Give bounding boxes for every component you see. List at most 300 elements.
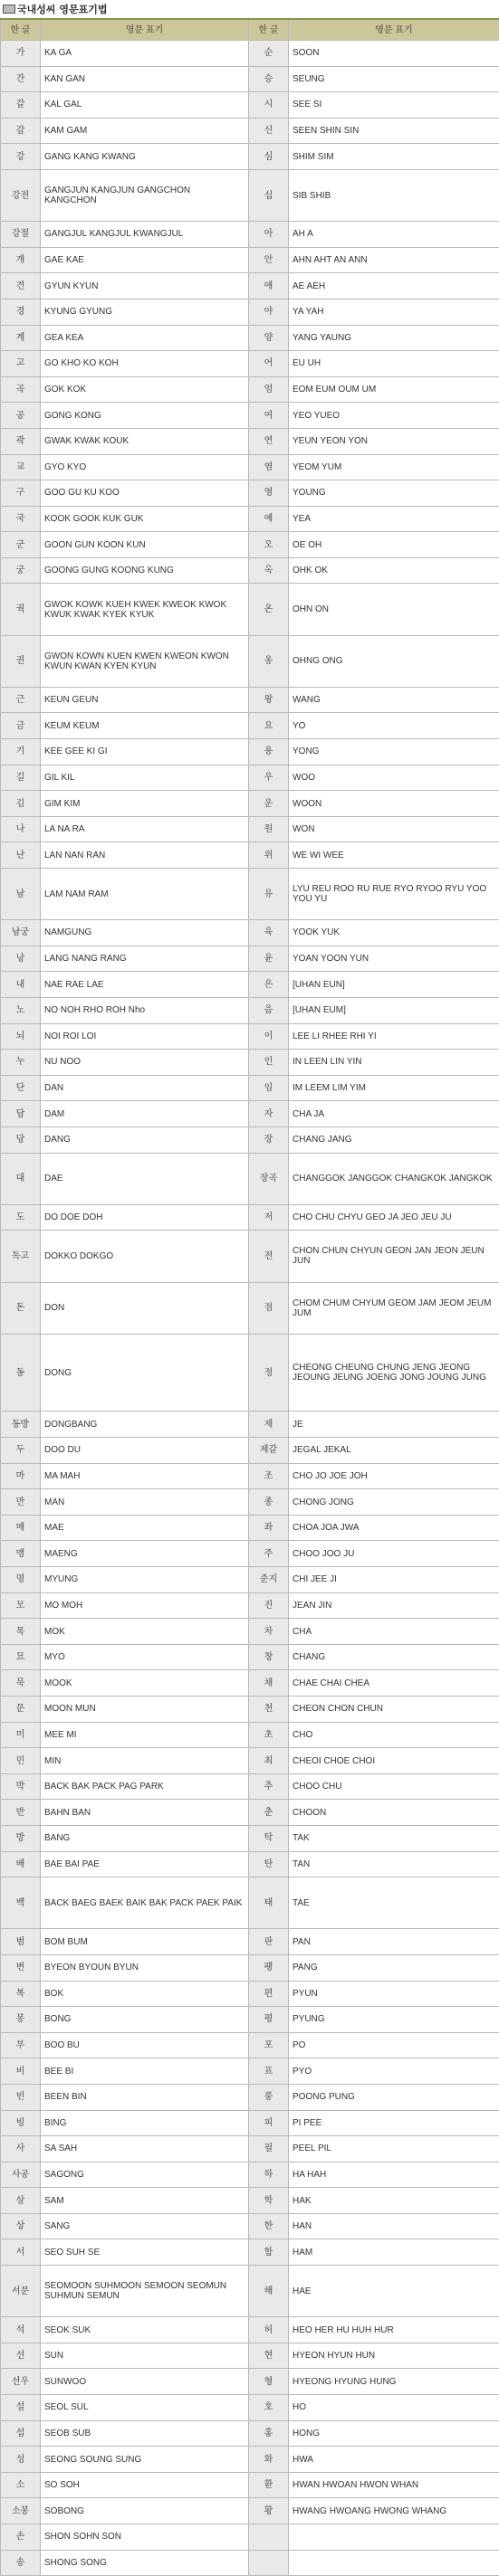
table-row xyxy=(1,1204,499,1231)
surname-hangul-cell: 기 xyxy=(1,739,41,765)
surname-english-cell: GOON GUN KOON KUN xyxy=(41,532,249,558)
surname-english-cell: BOM BUM xyxy=(41,1929,249,1955)
surname-hangul-cell: 홍 xyxy=(249,2420,289,2447)
surname-english-cell: BONG xyxy=(41,2007,249,2033)
table-row xyxy=(1,739,499,765)
surname-hangul-cell: 제 xyxy=(249,1412,289,1438)
table-row xyxy=(1,2058,499,2085)
surname-english-cell: SEEN SHIN SIN xyxy=(289,118,499,144)
surname-english-cell: SUN xyxy=(41,2343,249,2369)
surname-hangul-cell: 부 xyxy=(1,2032,41,2058)
surname-english-cell: YEO YUEO xyxy=(289,403,499,429)
table-row xyxy=(1,816,499,842)
surname-english-cell: KOOK GOOK KUK GUK xyxy=(41,506,249,532)
table-row xyxy=(1,2084,499,2110)
table-row xyxy=(1,584,499,635)
surname-hangul-cell: 필 xyxy=(249,2136,289,2163)
surname-english-cell: DO DOE DOH xyxy=(41,1204,249,1231)
surname-english-cell: PANG xyxy=(289,1954,499,1981)
surname-english-cell: GONG KONG xyxy=(41,403,249,429)
table-row xyxy=(1,1023,499,1050)
surname-hangul-cell: 매 xyxy=(1,1515,41,1541)
surname-hangul-cell: 예 xyxy=(249,506,289,532)
surname-hangul-cell: 주 xyxy=(249,1541,289,1567)
surname-hangul-cell: 복 xyxy=(1,1981,41,2007)
table-row xyxy=(1,1929,499,1955)
surname-hangul-cell: 궉 xyxy=(1,584,41,635)
table-row xyxy=(1,2472,499,2498)
table-row xyxy=(1,41,499,67)
surname-hangul-cell: 갈 xyxy=(1,92,41,119)
surname-hangul-cell: 원 xyxy=(249,816,289,842)
surname-english-cell: GANG KANG KWANG xyxy=(41,144,249,170)
surname-hangul-cell: 낭 xyxy=(1,946,41,972)
surname-english-cell: GWAK KWAK KOUK xyxy=(41,428,249,454)
surname-english-cell: SOBONG xyxy=(41,2498,249,2524)
surname-english-cell: YO xyxy=(289,713,499,739)
surname-hangul-cell: 교 xyxy=(1,454,41,480)
table-row xyxy=(1,273,499,299)
surname-english-cell: OE OH xyxy=(289,532,499,558)
table-row xyxy=(1,1851,499,1877)
surname-english-cell: YEA xyxy=(289,506,499,532)
table-row xyxy=(1,351,499,377)
surname-hangul-cell: 서 xyxy=(1,2239,41,2266)
surname-english-cell: AHN AHT AN ANN xyxy=(289,247,499,273)
table-row xyxy=(1,997,499,1023)
surname-english-cell: SEONG SOUNG SUNG xyxy=(41,2447,249,2473)
surname-english-cell: BAHN BAN xyxy=(41,1800,249,1826)
table-row xyxy=(1,1825,499,1851)
surname-hangul-cell: 조 xyxy=(249,1463,289,1489)
surname-english-cell: POONG PUNG xyxy=(289,2084,499,2110)
surname-english-cell: BAE BAI PAE xyxy=(41,1851,249,1877)
surname-english-cell: DOKKO DOKGO xyxy=(41,1231,249,1282)
surname-english-cell: HA HAH xyxy=(289,2162,499,2188)
surname-english-cell: HAK xyxy=(289,2188,499,2214)
surname-english-cell: SIB SHIB xyxy=(289,169,499,221)
surname-english-cell: BYEON BYOUN BYUN xyxy=(41,1954,249,1981)
table-row xyxy=(1,1231,499,1282)
surname-hangul-cell: 천 xyxy=(249,1697,289,1723)
surname-english-cell: TAK xyxy=(289,1825,499,1851)
surname-hangul-cell: 공 xyxy=(1,403,41,429)
surname-hangul-cell: 빙 xyxy=(1,2110,41,2136)
surname-english-cell: HYEONG HYUNG HUNG xyxy=(289,2369,499,2395)
table-row xyxy=(1,1541,499,1567)
surname-english-cell: SO SOH xyxy=(41,2472,249,2498)
table-row xyxy=(1,972,499,998)
surname-hangul-cell: 종 xyxy=(249,1489,289,1516)
surname-hangul-cell: 은 xyxy=(249,972,289,998)
surname-hangul-cell: 영 xyxy=(249,480,289,507)
surname-english-cell: MAENG xyxy=(41,1541,249,1567)
surname-english-cell: SAGONG xyxy=(41,2162,249,2188)
surname-english-cell: TAE xyxy=(289,1877,499,1929)
surname-hangul-cell: 포 xyxy=(249,2032,289,2058)
surname-english-cell: GIL KIL xyxy=(41,765,249,791)
table-row xyxy=(1,2213,499,2239)
table-row xyxy=(1,946,499,972)
surname-english-cell: NAMGUNG xyxy=(41,920,249,946)
header-english-left: 영문 표기 xyxy=(41,19,249,41)
surname-english-cell: GEA KEA xyxy=(41,325,249,351)
surname-hangul-cell: 송 xyxy=(1,2550,41,2576)
table-row xyxy=(1,842,499,869)
surname-hangul-cell: 변 xyxy=(1,1954,41,1981)
surname-hangul-cell: 양 xyxy=(249,325,289,351)
table-row xyxy=(1,2266,499,2317)
surname-hangul-cell: 전 xyxy=(249,1231,289,1282)
surname-english-cell: OHNG ONG xyxy=(289,635,499,687)
surname-hangul-cell: 곽 xyxy=(1,428,41,454)
surname-english-cell: WON xyxy=(289,816,499,842)
surname-english-cell: DANG xyxy=(41,1126,249,1153)
surname-hangul-cell: 좌 xyxy=(249,1515,289,1541)
surname-hangul-cell: 대 xyxy=(1,1153,41,1204)
table-row xyxy=(1,2343,499,2369)
surname-english-cell: BACK BAEG BAEK BAIK BAK PACK PAEK PAIK xyxy=(41,1877,249,1929)
surname-english-cell: CHAE CHAI CHEA xyxy=(289,1670,499,1697)
surname-hangul-cell: 야 xyxy=(249,299,289,325)
surname-english-cell: NU NOO xyxy=(41,1050,249,1076)
table-row xyxy=(1,713,499,739)
table-row xyxy=(1,1050,499,1076)
table-row xyxy=(1,2032,499,2058)
table-row xyxy=(1,2007,499,2033)
table-row xyxy=(1,1773,499,1800)
surname-english-cell: PO xyxy=(289,2032,499,2058)
table-row xyxy=(1,169,499,221)
surname-hangul-cell: 목 xyxy=(1,1619,41,1645)
surname-hangul-cell: 여 xyxy=(249,403,289,429)
surname-english-cell: GOK KOK xyxy=(41,376,249,403)
surname-hangul-cell: 두 xyxy=(1,1438,41,1464)
table-row xyxy=(1,1981,499,2007)
surname-hangul-cell: 모 xyxy=(1,1592,41,1619)
surname-hangul-cell: 승 xyxy=(249,66,289,92)
surname-hangul-cell: 연 xyxy=(249,428,289,454)
surname-hangul-cell: 제갈 xyxy=(249,1438,289,1464)
surname-english-cell: SANG xyxy=(41,2213,249,2239)
surname-hangul-cell: 장 xyxy=(249,1126,289,1153)
surname-english-cell: CHA JA xyxy=(289,1101,499,1127)
table-row xyxy=(1,1697,499,1723)
header-korean-left: 한 글 xyxy=(1,19,41,41)
table-row xyxy=(1,2550,499,2576)
surname-hangul-cell: 오 xyxy=(249,532,289,558)
table-row xyxy=(1,635,499,687)
table-row xyxy=(1,1153,499,1204)
table-row xyxy=(1,1567,499,1593)
surname-english-cell: DOO DU xyxy=(41,1438,249,1464)
surname-english-cell: [UHAN EUN] xyxy=(289,972,499,998)
surname-english-cell: GIM KIM xyxy=(41,791,249,817)
surname-hangul-cell: 노 xyxy=(1,997,41,1023)
surname-hangul-cell: 윤 xyxy=(249,946,289,972)
surname-english-cell: KAN GAN xyxy=(41,66,249,92)
table-row xyxy=(1,1515,499,1541)
surname-english-cell: EU UH xyxy=(289,351,499,377)
surname-english-cell: YEOM YUM xyxy=(289,454,499,480)
surname-english-cell: GOONG GUNG KOONG KUNG xyxy=(41,557,249,584)
surname-hangul-cell: 난 xyxy=(1,842,41,869)
surname-english-cell: GAE KAE xyxy=(41,247,249,273)
table-row xyxy=(1,532,499,558)
title-bullet-icon xyxy=(3,5,15,14)
surname-hangul-cell: 만 xyxy=(1,1489,41,1516)
table-row xyxy=(1,1800,499,1826)
surname-hangul-cell: 옥 xyxy=(249,557,289,584)
surname-hangul-cell: 묵 xyxy=(1,1670,41,1697)
surname-hangul-cell: 계 xyxy=(1,325,41,351)
table-row xyxy=(1,2524,499,2551)
surname-hangul-cell: 고 xyxy=(1,351,41,377)
surname-english-cell: CHOA JOA JWA xyxy=(289,1515,499,1541)
surname-english-cell: CHEONG CHEUNG CHUNG JENG JEONG JEOUNG JEUNG JOENG JONG JOUNG JUNG xyxy=(289,1334,499,1412)
surname-hangul-cell: 허 xyxy=(249,2317,289,2343)
table-row xyxy=(1,687,499,713)
surname-hangul-cell: 사 xyxy=(1,2136,41,2163)
surname-hangul-cell: 소 xyxy=(1,2472,41,2498)
surname-english-cell: HAN xyxy=(289,2213,499,2239)
table-row xyxy=(1,791,499,817)
table-row xyxy=(1,1748,499,1774)
surname-english-cell: KAL GAL xyxy=(41,92,249,119)
table-row xyxy=(1,920,499,946)
surname-english-cell: SHON SOHN SON xyxy=(41,2524,249,2551)
surname-english-cell: HAE xyxy=(289,2266,499,2317)
surname-hangul-cell: 맹 xyxy=(1,1541,41,1567)
surname-english-cell: MIN xyxy=(41,1748,249,1774)
surname-english-cell: GOO GU KU KOO xyxy=(41,480,249,507)
surname-english-cell: MAN xyxy=(41,1489,249,1516)
surname-hangul-cell: 엄 xyxy=(249,376,289,403)
surname-english-cell: CHEON CHON CHUN xyxy=(289,1697,499,1723)
surname-english-cell: BACK BAK PACK PAG PARK xyxy=(41,1773,249,1800)
surname-english-cell: [UHAN EUM] xyxy=(289,997,499,1023)
surname-hangul-cell: 금 xyxy=(1,713,41,739)
surname-english-cell: DAN xyxy=(41,1075,249,1101)
table-row xyxy=(1,66,499,92)
surname-english-cell: LAN NAN RAN xyxy=(41,842,249,869)
surname-english-cell: YANG YAUNG xyxy=(289,325,499,351)
surname-english-cell: SEE SI xyxy=(289,92,499,119)
surname-hangul-cell: 석 xyxy=(1,2317,41,2343)
surname-english-cell: SEOL SUL xyxy=(41,2395,249,2421)
surname-hangul-cell: 정 xyxy=(249,1334,289,1412)
table-row xyxy=(1,557,499,584)
surname-hangul-cell: 선 xyxy=(1,2343,41,2369)
table-row xyxy=(1,428,499,454)
table-row xyxy=(1,2498,499,2524)
surname-hangul-cell: 섭 xyxy=(1,2420,41,2447)
surname-hangul-cell: 유 xyxy=(249,869,289,920)
surname-english-cell: YONG xyxy=(289,739,499,765)
surname-english-cell: SHIM SIM xyxy=(289,144,499,170)
surname-hangul-cell: 표 xyxy=(249,2058,289,2085)
table-row xyxy=(1,2136,499,2163)
surname-english-cell: MYUNG xyxy=(41,1567,249,1593)
table-row xyxy=(1,2369,499,2395)
table-row xyxy=(1,1101,499,1127)
table-row xyxy=(1,1722,499,1748)
table-row xyxy=(1,1954,499,1981)
surname-hangul-cell: 범 xyxy=(1,1929,41,1955)
surname-hangul-cell: 형 xyxy=(249,2369,289,2395)
surname-english-cell: YOAN YOON YUN xyxy=(289,946,499,972)
surname-hangul-cell: 나 xyxy=(1,816,41,842)
table-row xyxy=(1,454,499,480)
surname-english-cell: WOO xyxy=(289,765,499,791)
surname-english-cell: LYU REU ROO RU RUE RYO RYOO RYU YOO YOU YU xyxy=(289,869,499,920)
surname-english-cell: JE xyxy=(289,1412,499,1438)
surname-english-cell: GWON KOWN KUEN KWEN KWEON KWON KWUN KWAN KYEN KYUN xyxy=(41,635,249,687)
surname-hangul-cell: 평 xyxy=(249,2007,289,2033)
page-title: 국내성씨 영문표기법 xyxy=(17,2,107,16)
surname-hangul-cell: 동 xyxy=(1,1334,41,1412)
surname-english-cell: AE AEH xyxy=(289,273,499,299)
surname-hangul-cell: 묘 xyxy=(1,1644,41,1670)
surname-hangul-cell: 탄 xyxy=(249,1851,289,1877)
surname-english-cell: PYUN xyxy=(289,1981,499,2007)
surname-hangul-cell: 화 xyxy=(249,2447,289,2473)
surname-hangul-cell: 육 xyxy=(249,920,289,946)
table-row xyxy=(1,1619,499,1645)
surname-hangul-cell: 미 xyxy=(1,1722,41,1748)
surname-english-cell: WANG xyxy=(289,687,499,713)
surname-hangul-cell: 소봉 xyxy=(1,2498,41,2524)
surname-hangul-cell: 남 xyxy=(1,869,41,920)
surname-hangul-cell: 비 xyxy=(1,2058,41,2085)
surname-hangul-cell: 음 xyxy=(249,997,289,1023)
surname-hangul-cell: 국 xyxy=(1,506,41,532)
surname-english-cell: CHANGGOK JANGGOK CHANGKOK JANGKOK xyxy=(289,1153,499,1204)
surname-hangul-cell: 채 xyxy=(249,1670,289,1697)
surname-english-cell: MOOK xyxy=(41,1670,249,1697)
surname-english-cell: GWOK KOWK KUEH KWEK KWEOK KWOK KWUK KWAK KYEK KYUK xyxy=(41,584,249,635)
surname-english-cell: SHONG SONG xyxy=(41,2550,249,2576)
table-row xyxy=(1,1282,499,1334)
surname-english-cell: YA YAH xyxy=(289,299,499,325)
surname-english-cell: MAE xyxy=(41,1515,249,1541)
surname-hangul-cell: 길 xyxy=(1,765,41,791)
surname-english-cell: JEGAL JEKAL xyxy=(289,1438,499,1464)
table-row xyxy=(1,506,499,532)
surname-hangul-cell: 누 xyxy=(1,1050,41,1076)
surname-hangul-cell: 견 xyxy=(1,273,41,299)
surname-hangul-cell: 강전 xyxy=(1,169,41,221)
surname-hangul-cell: 강 xyxy=(1,144,41,170)
surname-hangul-cell: 점 xyxy=(249,1282,289,1334)
surname-english-cell: NAE RAE LAE xyxy=(41,972,249,998)
table-row xyxy=(1,1592,499,1619)
surname-hangul-cell: 운 xyxy=(249,791,289,817)
surname-english-cell: PYUNG xyxy=(289,2007,499,2033)
surname-english-cell: GANGJUN KANGJUN GANGCHON KANGCHON xyxy=(41,169,249,221)
surname-hangul-cell: 탁 xyxy=(249,1825,289,1851)
surname-english-cell: AH A xyxy=(289,222,499,248)
surname-english-cell: MYO xyxy=(41,1644,249,1670)
surname-english-cell: SOON xyxy=(289,41,499,67)
surname-english-cell: DONGBANG xyxy=(41,1412,249,1438)
surname-hangul-cell: 우 xyxy=(249,765,289,791)
surname-hangul-cell: 태 xyxy=(249,1877,289,1929)
table-row xyxy=(1,144,499,170)
header-korean-right: 한 글 xyxy=(249,19,289,41)
surname-hangul-cell: 민 xyxy=(1,1748,41,1774)
surname-hangul-cell: 피 xyxy=(249,2110,289,2136)
table-row xyxy=(1,222,499,248)
surname-hangul-cell: 빈 xyxy=(1,2084,41,2110)
surname-hangul-cell: 배 xyxy=(1,1851,41,1877)
surname-english-cell: KEUM KEUM xyxy=(41,713,249,739)
table-row xyxy=(1,869,499,920)
surname-hangul-cell: 상 xyxy=(1,2213,41,2239)
table-row xyxy=(1,480,499,507)
surname-english-cell: CHA xyxy=(289,1619,499,1645)
table-row xyxy=(1,118,499,144)
surname-english-cell: BOO BU xyxy=(41,2032,249,2058)
surname-hangul-cell xyxy=(249,2550,289,2576)
surname-english-cell: BEEN BIN xyxy=(41,2084,249,2110)
surname-hangul-cell: 차 xyxy=(249,1619,289,1645)
surname-english-cell: CHO xyxy=(289,1722,499,1748)
surname-hangul-cell: 명 xyxy=(1,1567,41,1593)
table-row xyxy=(1,325,499,351)
surname-english-cell: CHEOI CHOE CHOI xyxy=(289,1748,499,1774)
surname-english-cell: MOON MUN xyxy=(41,1697,249,1723)
surname-hangul-cell: 자 xyxy=(249,1101,289,1127)
surname-hangul-cell: 왕 xyxy=(249,687,289,713)
surname-hangul-cell: 풍 xyxy=(249,2084,289,2110)
table-row xyxy=(1,1438,499,1464)
surname-hangul-cell: 설 xyxy=(1,2395,41,2421)
table-row xyxy=(1,1412,499,1438)
surname-english-cell: CHOO CHU xyxy=(289,1773,499,1800)
surname-english-cell: SA SAH xyxy=(41,2136,249,2163)
surname-english-cell xyxy=(289,2550,499,2576)
surname-hangul-cell: 경 xyxy=(1,299,41,325)
surname-english-cell: CHI JEE JI xyxy=(289,1567,499,1593)
surname-english-cell: CHON CHUN CHYUN GEON JAN JEON JEUN JUN xyxy=(289,1231,499,1282)
table-body xyxy=(1,41,499,2576)
surname-english-cell: CHOO JOO JU xyxy=(289,1541,499,1567)
surname-hangul-cell: 하 xyxy=(249,2162,289,2188)
surname-english-cell: HAM xyxy=(289,2239,499,2266)
surname-hangul-cell: 감 xyxy=(1,118,41,144)
surname-english-cell: YEUN YEON YON xyxy=(289,428,499,454)
table-header-row xyxy=(1,19,499,41)
surname-hangul-cell: 최 xyxy=(249,1748,289,1774)
surname-hangul-cell: 호 xyxy=(249,2395,289,2421)
table-row xyxy=(1,1489,499,1516)
surname-english-cell: LAM NAM RAM xyxy=(41,869,249,920)
surname-english-cell: GO KHO KO KOH xyxy=(41,351,249,377)
surname-hangul-cell: 신 xyxy=(249,118,289,144)
surname-hangul-cell: 선우 xyxy=(1,2369,41,2395)
table-row xyxy=(1,2395,499,2421)
surname-hangul-cell: 임 xyxy=(249,1075,289,1101)
surname-hangul-cell: 편 xyxy=(249,1981,289,2007)
surname-hangul-cell: 문 xyxy=(1,1697,41,1723)
surname-hangul-cell: 백 xyxy=(1,1877,41,1929)
surname-english-cell: YOUNG xyxy=(289,480,499,507)
surname-hangul-cell: 곡 xyxy=(1,376,41,403)
table-row xyxy=(1,1075,499,1101)
surname-english-cell: HYEON HYUN HUN xyxy=(289,2343,499,2369)
surname-english-cell: KYUNG GYUNG xyxy=(41,299,249,325)
